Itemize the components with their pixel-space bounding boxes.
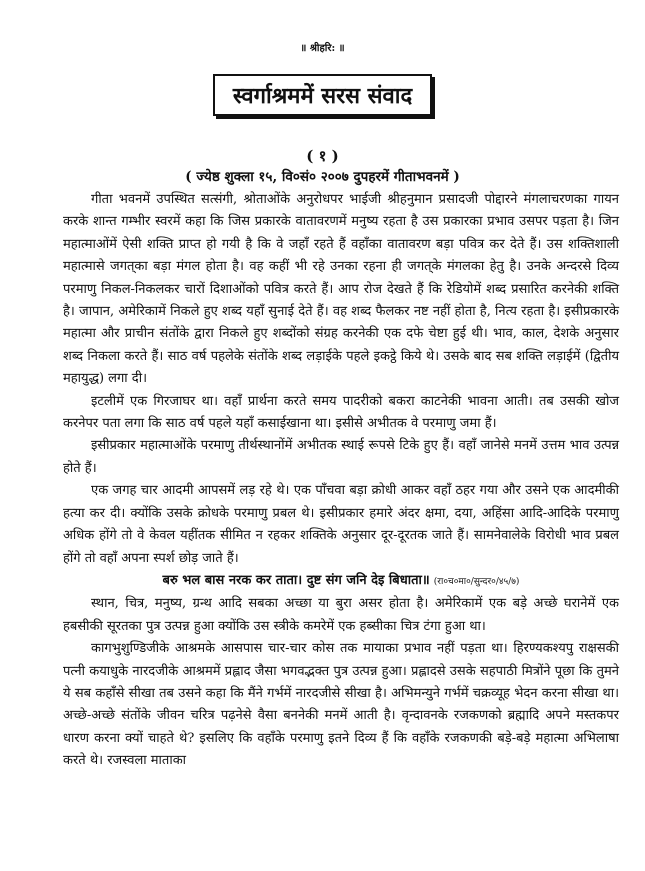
paragraph: इटलीमें एक गिरजाघर था। वहाँ प्रार्थना करते समय पादरीको बकरा काटनेकी भावना आती। तब उसकी खोज करनेपर पता लगा कि साठ वर्ष पहले यहाँ कसाईखाना था। इसीसे अभीतक वे परमाणु जमा हैं।	[63, 393, 619, 432]
section-number: ( १ )	[306, 147, 339, 165]
paragraph: स्थान, चित्र, मनुष्य, ग्रन्थ आदि सबका अच्छा या बुरा असर होता है। अमेरिकामें एक बड़े अच्छे घरानेमें एक हबसीकी सूरतका पुत्र उत्पन्न हुआ क्योंकि उस स्त्रीके कमरेमें एक हब्सीका चित्र टंगा हुआ था।	[63, 596, 619, 634]
quote-text: बरु भल बास नरक कर ताता। दुष्ट संग जनि देइ बिधाता॥	[162, 572, 430, 588]
quote-reference: (रा०च०मा०/सुन्दर०/४५/७)	[433, 576, 520, 587]
page-title: स्वर्गाश्रममें सरस संवाद	[213, 74, 432, 116]
invocation-header: ॥ श्रीहरि: ॥	[300, 43, 345, 54]
body-text	[63, 189, 619, 773]
quote-line	[63, 570, 619, 593]
paragraph: एक जगह चार आदमी आपसमें लड़ रहे थे। एक पाँचवा बड़ा क्रोधी आकर वहाँ ठहर गया और उसने एक आदमीकी हत्या कर दी। क्योंकि उसके क्रोधके परमाणु प्रबल थे। इसीप्रकार हमारे अंदर क्षमा, दया, अहिंसा आदि-आदिके परमाणु अधिक होंगे तो वे केवल यहींतक सीमित न रहकर शक्तिके अनुसार दूर-दूरतक जाते हैं। सामनेवालेके विरोधी भाव प्रबल होंगे तो वहाँ अपना स्पर्श छोड़ जाते हैं।	[63, 483, 619, 566]
section-date: ( ज्येष्ठ शुक्ला १५, वि०सं० २००७ दुपहरमें गीताभवनमें )	[185, 169, 460, 185]
paragraph: गीता भवनमें उपस्थित सत्संगी, श्रोताओंके अनुरोधपर भाईजी श्रीहनुमान प्रसादजी पोद्दारने मंगलाचरणका गायन करके शान्त गम्भीर स्वरमें कहा कि जिस प्रकारके वातावरणमें मनुष्य रहता है उस प्रकारका प्रभाव उसपर पड़ता है। जिन महात्माओंमें ऐसी शक्ति प्राप्त हो गयी है कि वे जहाँ रहते हैं वहाँका वातावरण बड़ा पवित्र कर देते हैं। उस शक्तिशाली महात्मासे जगत्‌का बड़ा मंगल होता है। वह कहीं भी रहे उनका रहना ही जगत्‌के मंगलका हेतु है। उनके अन्दरसे दिव्य परमाणु निकल-निकलकर चारों दिशाओंको पवित्र करते हैं। आप रोज देखते हैं कि रेडियोमें शब्द प्रसारित करनेकी शक्ति है। जापान, अमेरिकामें निकले हुए शब्द यहाँ सुनाई देते हैं। वह शब्द फैलकर नष्ट नहीं होता है, नित्य रहता है। इसीप्रकारके महात्मा और प्राचीन संतोंके द्वारा निकले हुए शब्दोंको संग्रह करनेकी एक दफे चेष्टा हुई थी। भाव, काल, देशके अनुसार शब्द निकला करते हैं। साठ वर्ष पहलेके संतोंके शब्द लड़ाईके पहले इकट्ठे किये थे। उसके बाद सब शक्ति लड़ाईमें (द्वितीय महायुद्ध) लगा दी।	[63, 192, 619, 387]
paragraph: कागभुशुण्डिजीके आश्रमके आसपास चार-चार कोस तक मायाका प्रभाव नहीं पड़ता था। हिरण्यकश्यपु राक्षसकी पत्नी कयाधुके नारदजीके आश्रममें प्रह्लाद जैसा भगवद्भक्त पुत्र उत्पन्न हुआ। प्रह्लादसे उसके सहपाठी मित्रोंने पूछा कि तुमने ये सब कहाँसे सीखा तब उसने कहा कि मैंने गर्भमें नारदजीसे सीखा है। अभिमन्युने गर्भमें चक्रव्यूह भेदन करना सीखा था। अच्छे-अच्छे संतोंके जीवन चरित्र पढ़नेसे वैसा बननेकी मनमें आती है। वृन्दावनके रजकणको ब्रह्मादि अपने मस्तकपर धारण करना क्यों चाहते थे? इसलिए कि वहाँके परमाणु इतने दिव्य हैं कि वहाँके रजकणकी बड़े-बड़े महात्मा अभिलाषा करते थे। रजस्वला माताका	[63, 641, 619, 769]
paragraph: इसीप्रकार महात्माओंके परमाणु तीर्थस्थानोंमें अभीतक स्थाई रूपसे टिके हुए हैं। वहाँ जानेसे मनमें उत्तम भाव उत्पन्न होते हैं।	[63, 438, 619, 476]
